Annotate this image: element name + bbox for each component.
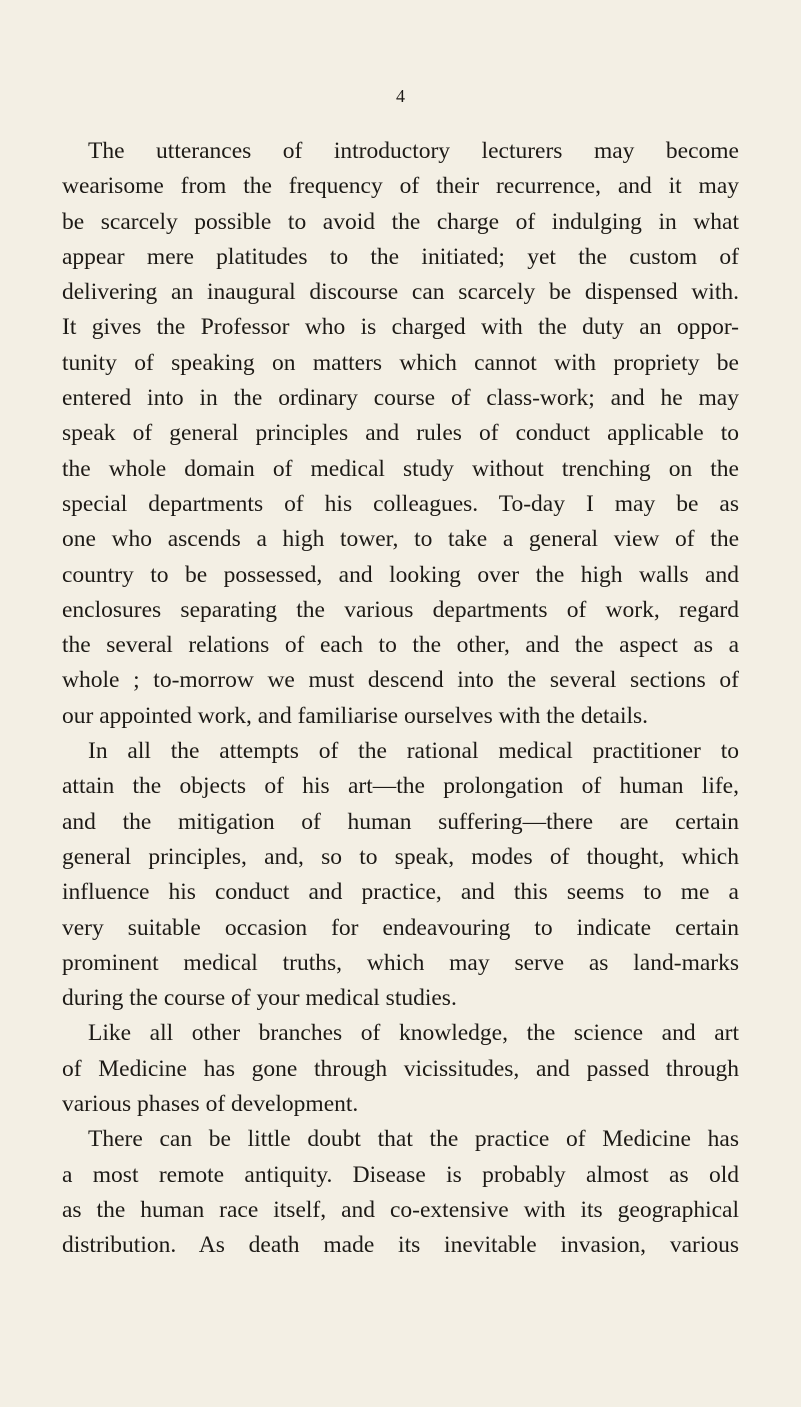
text-line: one who ascends a high tower, to take a general view of the (62, 526, 739, 553)
text-line: speak of general principles and rules of conduct applicable to (62, 420, 739, 447)
text-line: whole ; to-morrow we must descend into the several sections of (62, 667, 739, 694)
text-line: Like all other branches of knowledge, the science and art (88, 1020, 739, 1047)
text-line: be scarcely possible to avoid the charge of indulging in what (62, 208, 739, 235)
text-line: our appointed work, and familiarise ourselves with the details. (62, 702, 649, 729)
text-line: wearisome from the frequency of their recurrence, and it may (62, 173, 739, 200)
page-number: 4 (396, 86, 405, 106)
text-line: The utterances of introductory lecturers may become (88, 138, 739, 164)
text-line: prominent medical truths, which may serve as land-marks (62, 949, 739, 976)
text-line: enclosures separating the various departments of work, regard (62, 596, 739, 623)
text-line: tunity of speaking on matters which cannot with propriety be (62, 349, 739, 376)
text-line: influence his conduct and practice, and this seems to me a (62, 879, 739, 906)
text-line: special departments of his colleagues. To-day I may be as (62, 490, 739, 517)
text-line: In all the attempts of the rational medical practitioner to (88, 738, 739, 765)
text-line: distribution. As death made its inevitable invasion, various (62, 1232, 739, 1259)
text-line: and the mitigation of human suffering—there are certain (62, 808, 739, 835)
text-line: general principles, and, so to speak, modes of thought, which (62, 843, 739, 870)
text-line: appear mere platitudes to the initiated; yet the custom of (62, 243, 739, 270)
text-line: delivering an inaugural discourse can scarcely be dispensed with. (62, 279, 739, 306)
text-line: the whole domain of medical study without trenching on the (62, 455, 739, 482)
text-line: various phases of development. (62, 1091, 359, 1118)
body-text (62, 134, 739, 1264)
text-line: country to be possessed, and looking over the high walls and (62, 561, 739, 588)
text-line: attain the objects of his art—the prolongation of human life, (62, 773, 739, 800)
text-line: as the human race itself, and co-extensive with its geographical (62, 1196, 739, 1223)
text-line: There can be little doubt that the practice of Medicine has (88, 1126, 739, 1153)
text-line: the several relations of each to the other, and the aspect as a (62, 632, 739, 659)
text-line: It gives the Professor who is charged with the duty an oppor- (62, 314, 739, 341)
text-line: during the course of your medical studies. (62, 985, 457, 1012)
text-line: entered into in the ordinary course of class-work; and he may (62, 385, 739, 412)
text-line: very suitable occasion for endeavouring to indicate certain (62, 914, 739, 941)
text-line: a most remote antiquity. Disease is probably almost as old (62, 1161, 739, 1188)
text-line: of Medicine has gone through vicissitudes, and passed through (62, 1055, 739, 1082)
